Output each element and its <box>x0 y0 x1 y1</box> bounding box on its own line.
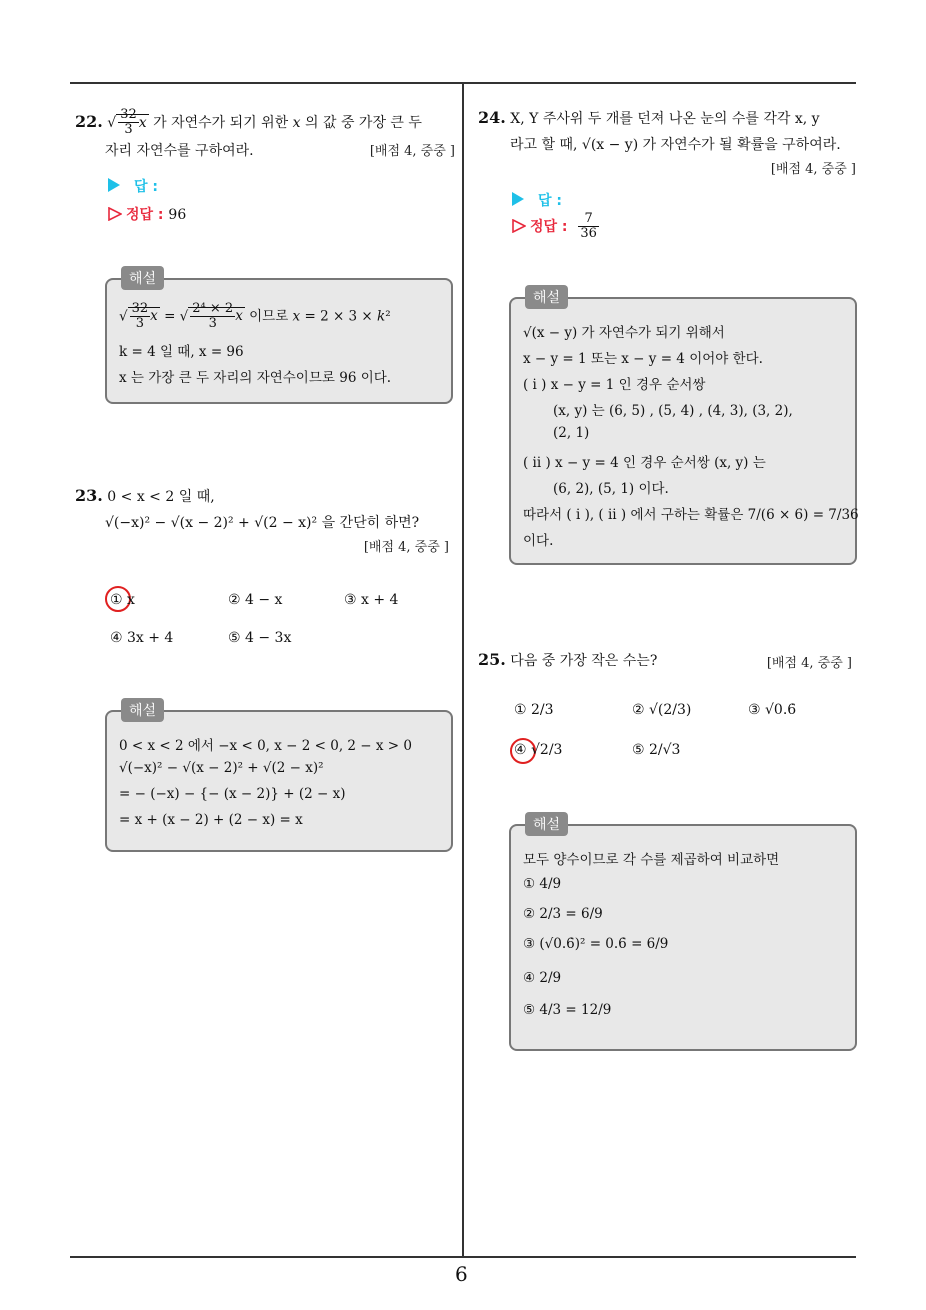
explanation-line: ③ (√0.6̇)² = 0.6̇ = 6/9 <box>523 936 669 952</box>
correct-answer: 정답 : $\frac{7}{36}$ <box>512 212 599 242</box>
explanation-line: ① 4/9 <box>523 876 562 892</box>
explanation-line: √(−x)² − √(x − 2)² + √(2 − x)² <box>119 760 324 776</box>
explanation-tab: 해설 <box>121 698 164 722</box>
explanation-line: (6, 2), (5, 1) 이다. <box>553 481 669 497</box>
answer-line: 답 : <box>512 190 562 210</box>
question-text: 자리 자연수를 구하여라. <box>105 142 254 159</box>
explanation-line: (2, 1) <box>553 425 590 441</box>
question-number: 22. <box>75 111 103 131</box>
outline-triangle-icon <box>108 207 122 221</box>
choice-1[interactable]: ① 2/3 <box>514 702 554 718</box>
question-23 <box>75 486 455 555</box>
explanation-line: √ $\frac{32}{3}$ x = √ $\frac{\text{2⁴ × 2}}{3}$ x 이므로 x = 2 × 3 × k² <box>119 301 391 332</box>
question-24 <box>478 108 860 177</box>
choice-5[interactable]: ⑤ 2/√3 <box>632 742 681 758</box>
question-number: 23. <box>75 486 103 505</box>
explanation-line: ④ 2/9 <box>523 970 562 986</box>
explanation-line: 모두 양수이므로 각 수를 제곱하여 비교하면 <box>523 852 780 868</box>
choice-3[interactable]: ③ √0.6̇ <box>748 702 797 718</box>
explanation-line: ( ii ) x − y = 4 인 경우 순서쌍 (x, y) 는 <box>523 455 766 471</box>
column-divider <box>462 82 464 1257</box>
choice-2[interactable]: ② √(2/3) <box>632 702 692 718</box>
explanation-box <box>509 290 859 565</box>
question-number: 25. <box>478 650 506 669</box>
choice-3[interactable]: ③ x + 4 <box>344 592 399 608</box>
explanation-line: x − y = 1 또는 x − y = 4 이어야 한다. <box>523 351 763 367</box>
explanation-line: = − (−x) − {− (x − 2)} + (2 − x) <box>119 786 346 802</box>
question-text: 다음 중 가장 작은 수는? <box>510 653 658 669</box>
choice-2[interactable]: ② 4 − x <box>228 592 283 608</box>
explanation-line: 이다. <box>523 533 554 549</box>
explanation-line: x 는 가장 큰 두 자리의 자연수이므로 96 이다. <box>119 370 392 386</box>
question-text: 0 < x < 2 일 때, <box>107 489 215 505</box>
explanation-line: ( i ) x − y = 1 인 경우 순서쌍 <box>523 377 706 393</box>
question-text: 라고 할 때, √(x − y) 가 자연수가 될 확률을 구하여라. <box>510 137 841 153</box>
explanation-tab: 해설 <box>525 285 568 309</box>
choice-1[interactable]: ① x <box>110 592 135 608</box>
outline-triangle-icon <box>512 219 526 233</box>
question-text: X, Y 주사위 두 개를 던져 나온 눈의 수를 각각 x, y <box>510 111 820 127</box>
choice-4[interactable]: ④ 3x + 4 <box>110 630 174 646</box>
explanation-tab: 해설 <box>525 812 568 836</box>
choice-5[interactable]: ⑤ 4 − 3x <box>228 630 292 646</box>
correct-answer: 정답 : 96 <box>108 204 186 224</box>
score-meta: [배점 4, 중중 ] <box>363 540 449 555</box>
explanation-line: k = 4 일 때, x = 96 <box>119 344 244 360</box>
play-icon <box>108 178 120 192</box>
question-22: 22. √ $\frac{32}{3}$ x 가 자연수가 되기 위한 x 의 값 중 가장 큰 두 자리 자연수를 구하여라. [배점 4, 중중 ] <box>75 107 455 159</box>
explanation-line: ② 2/3 = 6/9 <box>523 906 603 922</box>
explanation-tab: 해설 <box>121 266 164 290</box>
question-25 <box>478 650 856 670</box>
page-number: 6 <box>455 1262 468 1286</box>
explanation-line: 0 < x < 2 에서 −x < 0, x − 2 < 0, 2 − x > 0 <box>119 738 412 754</box>
answer-line: 답 : <box>108 176 158 196</box>
question-number: 24. <box>478 108 506 127</box>
explanation-line: 따라서 ( i ), ( ii ) 에서 구하는 확률은 7/(6 × 6) = 7/36 <box>523 507 859 523</box>
score-meta: [배점 4, 중중 ] <box>766 656 852 671</box>
play-icon <box>512 192 524 206</box>
explanation-box <box>105 271 453 404</box>
bottom-rule <box>70 1256 856 1258</box>
choice-4[interactable]: ④ √2/3 <box>514 742 563 758</box>
score-meta: [배점 4, 중중 ] <box>369 143 455 159</box>
explanation-line: ⑤ 4/3 = 12/9 <box>523 1002 612 1018</box>
explanation-line: (x, y) 는 (6, 5) , (5, 4) , (4, 3), (3, 2), <box>553 403 793 419</box>
score-meta: [배점 4, 중중 ] <box>770 162 856 177</box>
explanation-line: √(x − y) 가 자연수가 되기 위해서 <box>523 325 725 341</box>
explanation-box <box>105 703 453 852</box>
explanation-box <box>509 817 857 1051</box>
explanation-line: = x + (x − 2) + (2 − x) = x <box>119 812 303 828</box>
question-text: √(−x)² − √(x − 2)² + √(2 − x)² 을 간단히 하면? <box>105 515 420 531</box>
